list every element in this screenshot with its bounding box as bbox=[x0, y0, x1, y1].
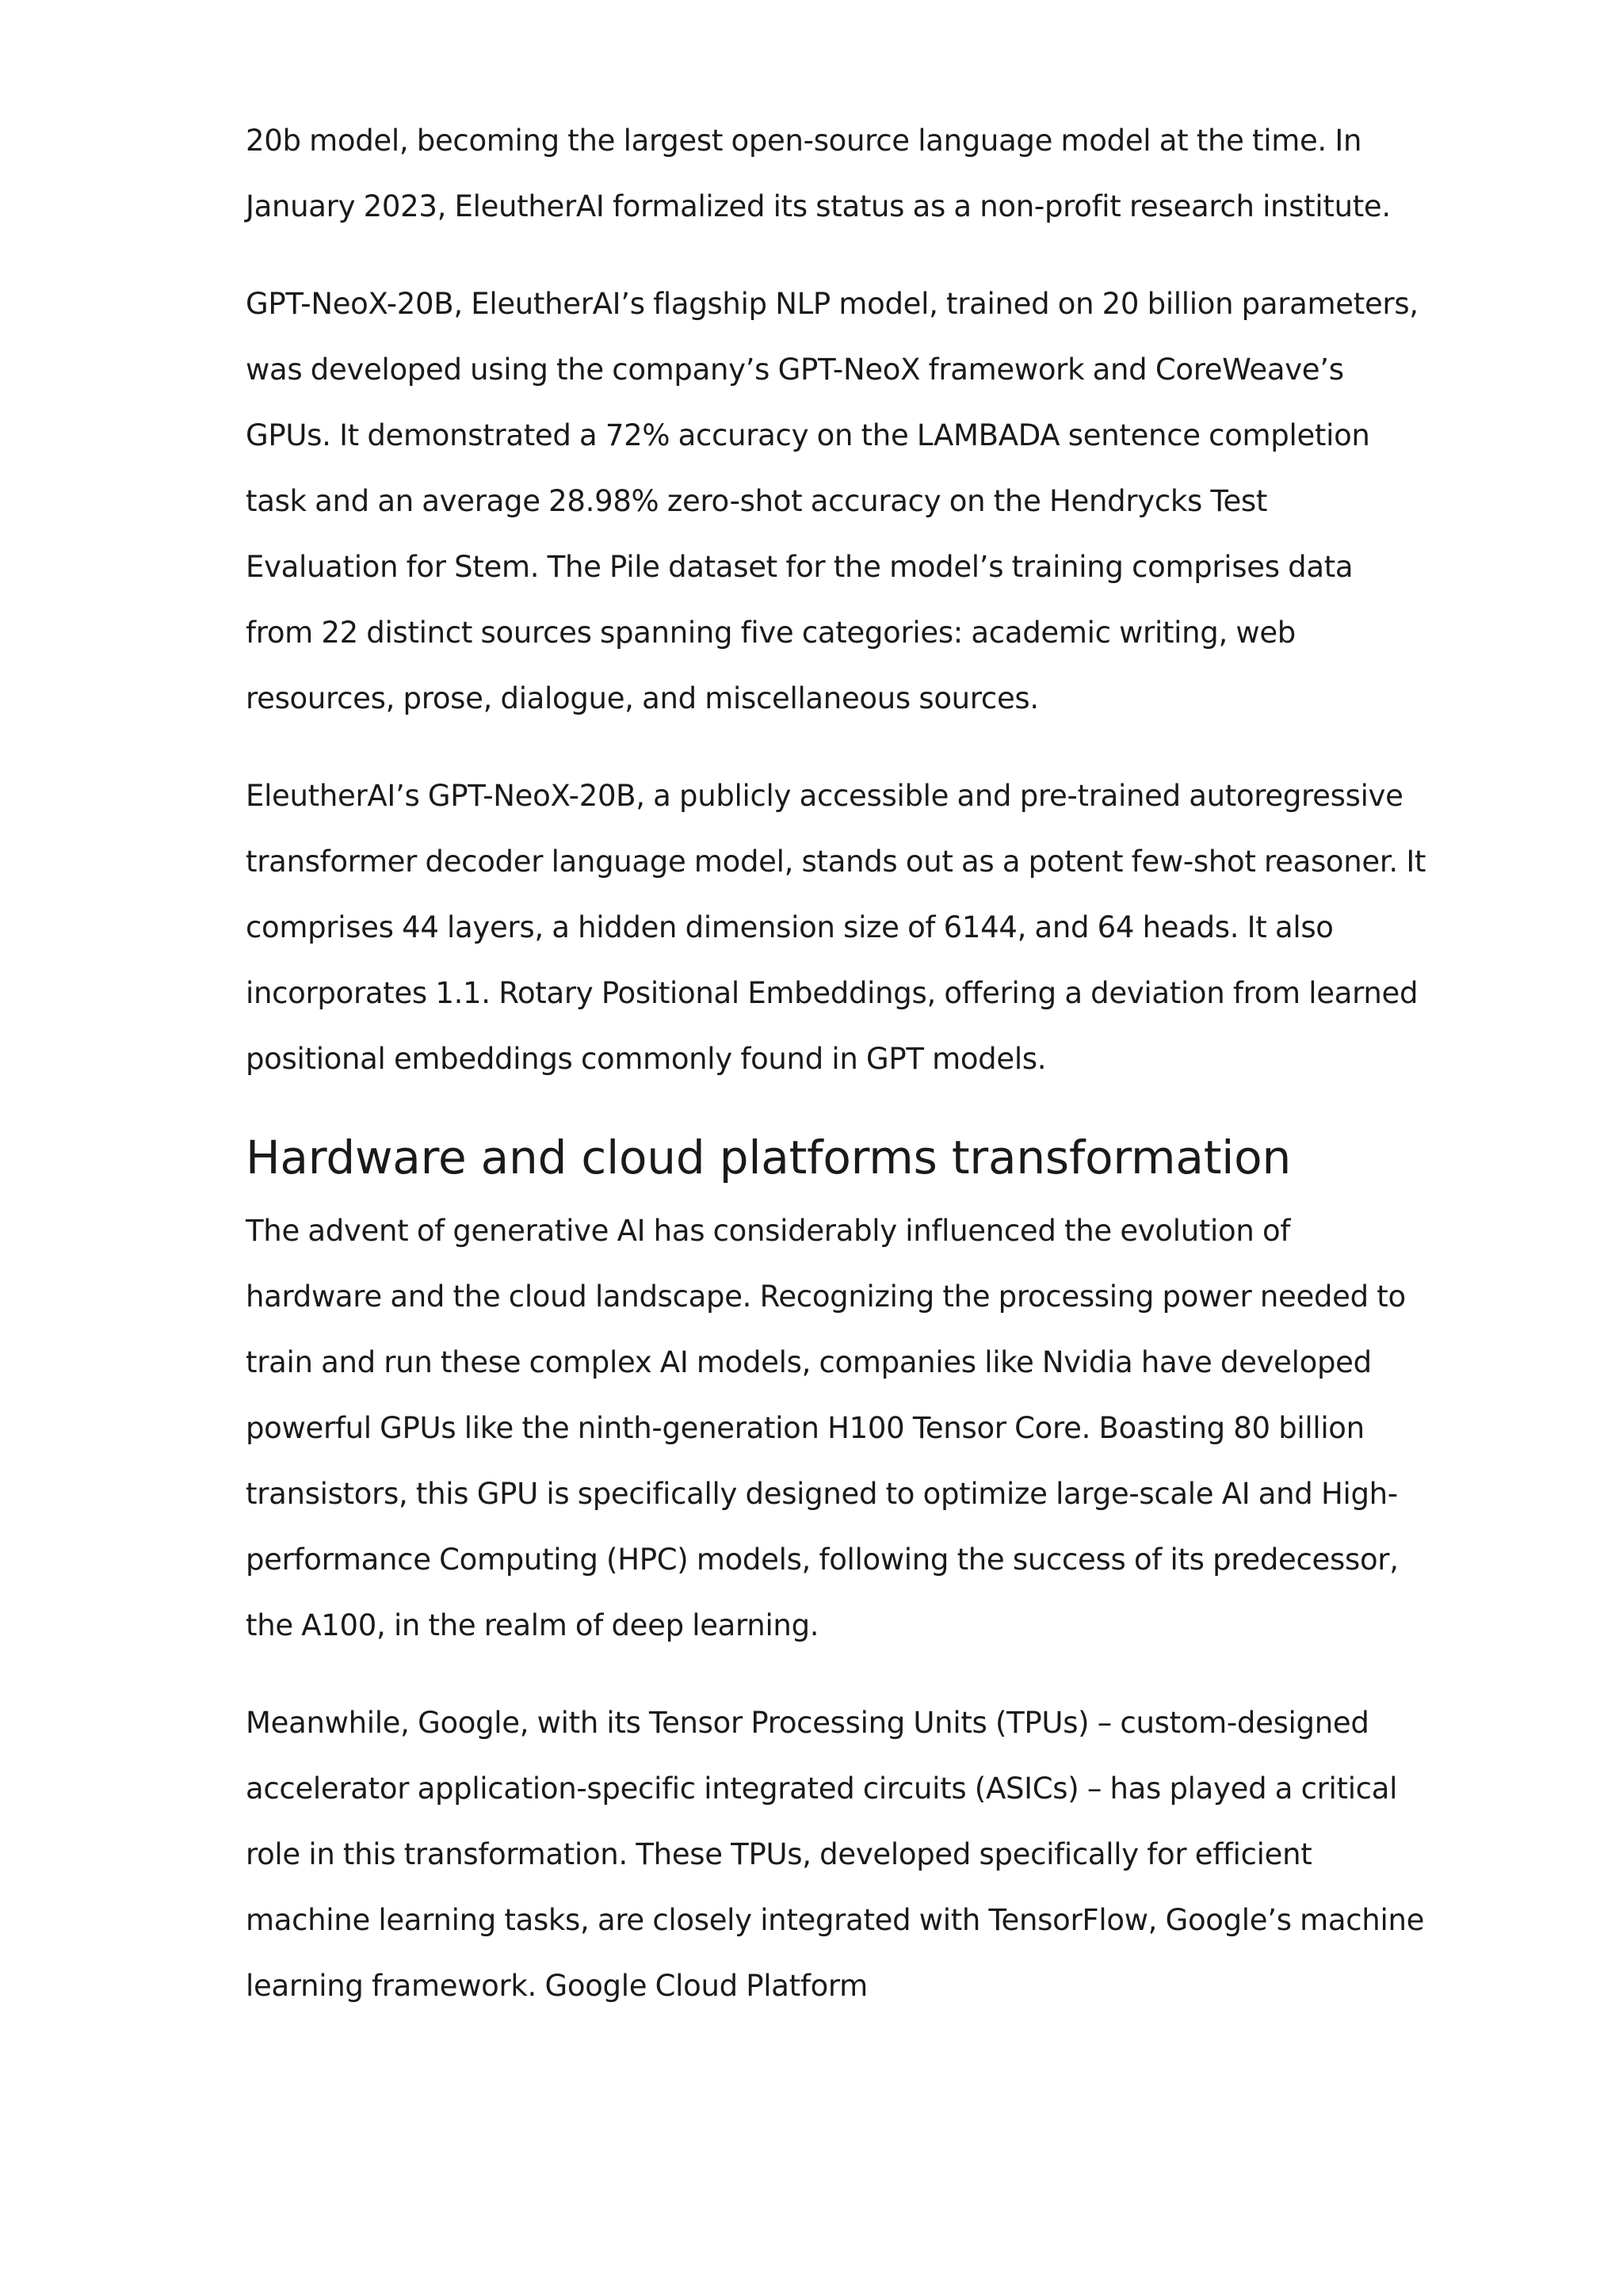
paragraph-eleutherai-intro: 20b model, becoming the largest open-source language model at the time. In January 2023, EleutherAI formalized its status as a non-profit research institute. bbox=[246, 124, 1391, 223]
paragraph-gpt-neox-architecture: EleutherAI’s GPT-NeoX-20B, a publicly accessible and pre-trained autoregressive transformer decoder language model, stands out as a potent few-shot reasoner. It comprises 44 layers, a hidden dimension size of 6144, and 64 heads. It also incorporates 1.1. Rotary Positional Embeddings, offering a deviation from learned positional embeddings commonly found in GPT models. bbox=[246, 779, 1426, 1076]
section-heading: Hardware and cloud platforms transformation bbox=[246, 1131, 1291, 1184]
paragraph-hardware-gpus: The advent of generative AI has considerably influenced the evolution of hardware and the cloud landscape. Recognizing the processing power needed to train and run these complex AI models, companies like Nvidia have developed powerful GPUs like the ninth-generation H100 Tensor Core. Boasting 80 billion transistors, this GPU is specifically designed to optimize large-scale AI and High-performance Computing (HPC) models, following the success of its predecessor, the A100, in the realm of deep learning. bbox=[246, 1214, 1406, 1642]
document-body bbox=[246, 108, 1426, 2050]
paragraph-google-tpus: Meanwhile, Google, with its Tensor Processing Units (TPUs) – custom-designed accelerator application-specific integrated circuits (ASICs) – has played a critical role in this transformation. These TPUs, developed specifically for efficient machine learning tasks, are closely integrated with TensorFlow, Google’s machine learning framework. Google Cloud Platform bbox=[246, 1706, 1425, 2003]
paragraph-gpt-neox-20b: GPT-NeoX-20B, EleutherAI’s flagship NLP model, trained on 20 billion parameters, was developed using the company’s GPT-NeoX framework and CoreWeave’s GPUs. It demonstrated a 72% accuracy on the LAMBADA sentence completion task and an average 28.98% zero-shot accuracy on the Hendrycks Test Evaluation for Stem. The Pile dataset for the model’s training comprises data from 22 distinct sources spanning five categories: academic writing, web resources, prose, dialogue, and miscellaneous sources. bbox=[246, 287, 1419, 715]
